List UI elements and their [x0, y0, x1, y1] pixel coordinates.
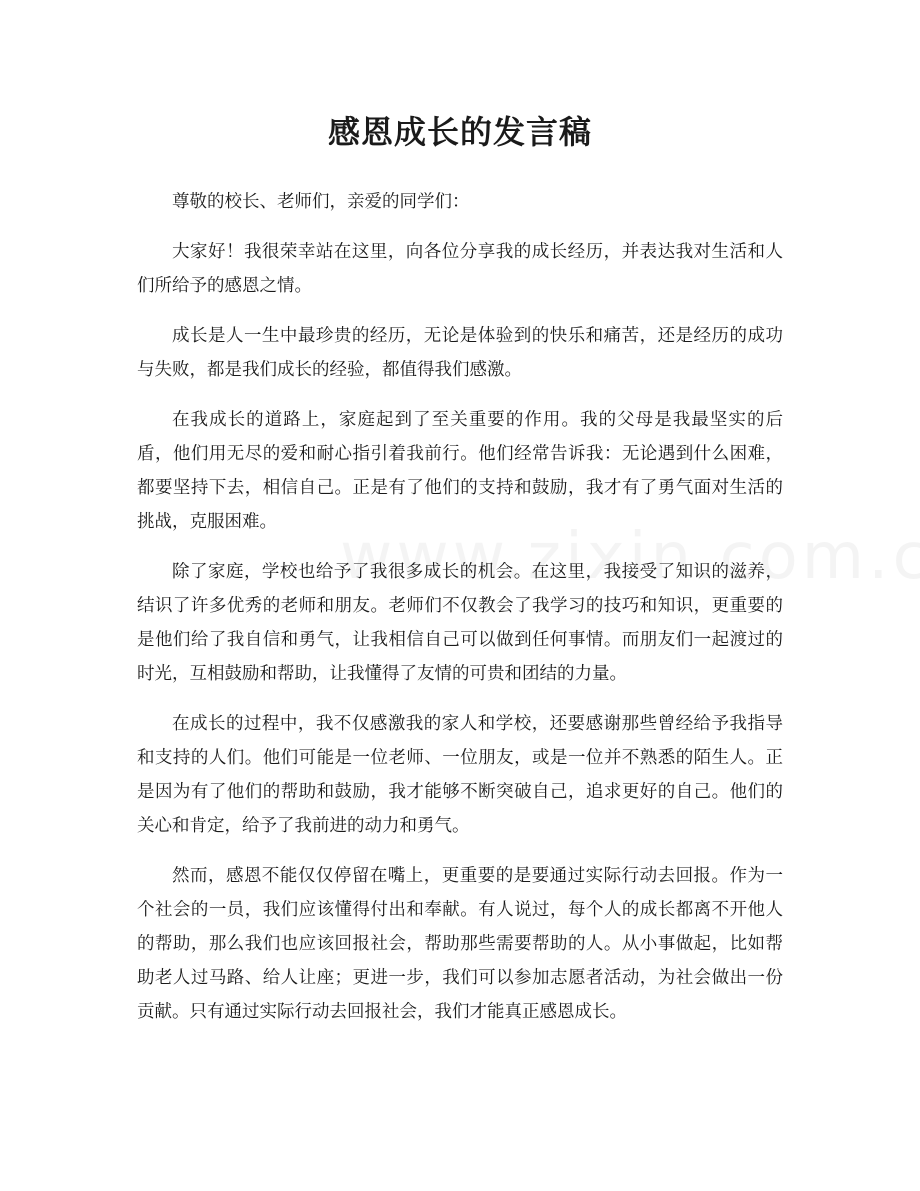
paragraph-greeting: 大家好！我很荣幸站在这里，向各位分享我的成长经历，并表达我对生活和人们所给予的感恩之情。: [137, 242, 783, 296]
paragraph-others: 在成长的过程中，我不仅感激我的家人和学校，还要感谢那些曾经给予我指导和支持的人们。他们可能是一位老师、一位朋友，或是一位并不熟悉的陌生人。正是因为有了他们的帮助和鼓励，我才能够不断突破自己，追求更好的自己。他们的关心和肯定，给予了我前进的动力和勇气。: [137, 714, 783, 836]
paragraph-growth: 成长是人一生中最珍贵的经历，无论是体验到的快乐和痛苦，还是经历的成功与失败，都是我们成长的经验，都值得我们感激。: [137, 326, 783, 380]
paragraph-salutation: 尊敬的校长、老师们，亲爱的同学们：: [172, 192, 470, 212]
paragraph-action: 然而，感恩不能仅仅停留在嘴上，更重要的是要通过实际行动去回报。作为一个社会的一员，我们应该懂得付出和奉献。有人说过，每个人的成长都离不开他人的帮助，那么我们也应该回报社会，帮助那些需要帮助的人。从小事做起，比如帮助老人过马路、给人让座；更进一步，我们可以参加志愿者活动，为社会做出一份贡献。只有通过实际行动去回报社会，我们才能真正感恩成长。: [137, 866, 783, 1022]
document-body: [137, 185, 783, 1045]
paragraph-family: 在我成长的道路上，家庭起到了至关重要的作用。我的父母是我最坚实的后盾，他们用无尽的爱和耐心指引着我前行。他们经常告诉我：无论遇到什么困难，都要坚持下去，相信自己。正是有了他们的支持和鼓励，我才有了勇气面对生活的挑战，克服困难。: [137, 410, 783, 532]
paragraph-school: 除了家庭，学校也给予了我很多成长的机会。在这里，我接受了知识的滋养，结识了许多优秀的老师和朋友。老师们不仅教会了我学习的技巧和知识，更重要的是他们给了我自信和勇气，让我相信自己可以做到任何事情。而朋友们一起渡过的时光，互相鼓励和帮助，让我懂得了友情的可贵和团结的力量。: [137, 562, 783, 684]
page-title: 感恩成长的发言稿: [327, 113, 592, 151]
